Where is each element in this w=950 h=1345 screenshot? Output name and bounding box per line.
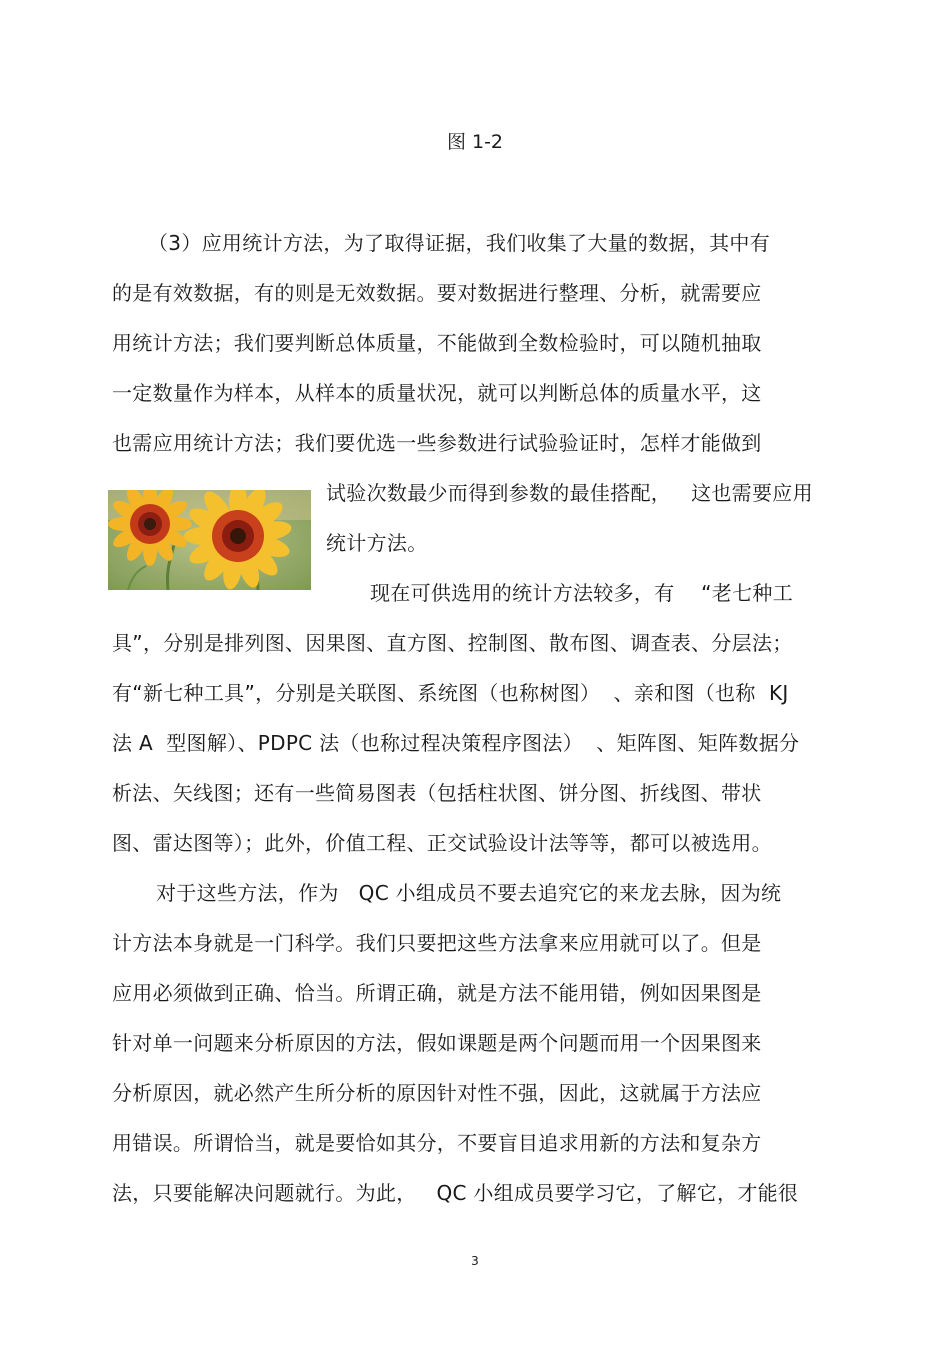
text-line: 现在可供选用的统计方法较多，有 “老七种工	[370, 581, 793, 605]
text-line: 析法、矢线图；还有一些简易图表（包括柱状图、饼分图、折线图、带状	[112, 781, 762, 805]
text-line: 图、雷达图等）；此外，价值工程、正交试验设计法等等，都可以被选用。	[112, 831, 772, 855]
text-line: （3）应用统计方法，为了取得证据，我们收集了大量的数据，其中有	[148, 231, 771, 255]
text-line: 的是有效数据，有的则是无效数据。要对数据进行整理、分析，就需要应	[112, 281, 762, 305]
text-line: 分析原因，就必然产生所分析的原因针对性不强，因此，这就属于方法应	[112, 1081, 762, 1105]
flower-photo	[108, 490, 311, 590]
page-number: 3	[471, 1254, 479, 1268]
text-line: 具”，分别是排列图、因果图、直方图、控制图、散布图、调查表、分层法；	[112, 631, 793, 655]
text-line: 一定数量作为样本，从样本的质量状况，就可以判断总体的质量水平，这	[112, 381, 762, 405]
text-line: 计方法本身就是一门科学。我们只要把这些方法拿来应用就可以了。但是	[112, 931, 762, 955]
figure-caption: 图 1-2	[446, 131, 504, 153]
text-line: 有“新七种工具”，分别是关联图、系统图（也称树图） 、亲和图（也称 KJ	[112, 681, 789, 705]
text-line: 用统计方法；我们要判断总体质量，不能做到全数检验时，可以随机抽取	[112, 331, 762, 355]
text-line: 针对单一问题来分析原因的方法，假如课题是两个问题而用一个因果图来	[112, 1031, 762, 1055]
text-line: 应用必须做到正确、恰当。所谓正确，就是方法不能用错，例如因果图是	[112, 981, 762, 1005]
text-line: 用错误。所谓恰当，就是要恰如其分，不要盲目追求用新的方法和复杂方	[112, 1131, 762, 1155]
flower-illustration	[108, 490, 311, 590]
text-line: 法 A 型图解）、PDPC 法（也称过程决策程序图法） 、矩阵图、矩阵数据分	[112, 731, 800, 755]
text-line: 法，只要能解决问题就行。为此， QC 小组成员要学习它，了解它，才能很	[112, 1181, 799, 1205]
text-line: 试验次数最少而得到参数的最佳搭配， 这也需要应用	[326, 481, 813, 505]
text-line: 对于这些方法，作为 QC 小组成员不要去追究它的来龙去脉，因为统	[156, 881, 782, 905]
text-line: 也需应用统计方法；我们要优选一些参数进行试验验证时，怎样才能做到	[112, 431, 762, 455]
text-line: 统计方法。	[326, 531, 428, 555]
